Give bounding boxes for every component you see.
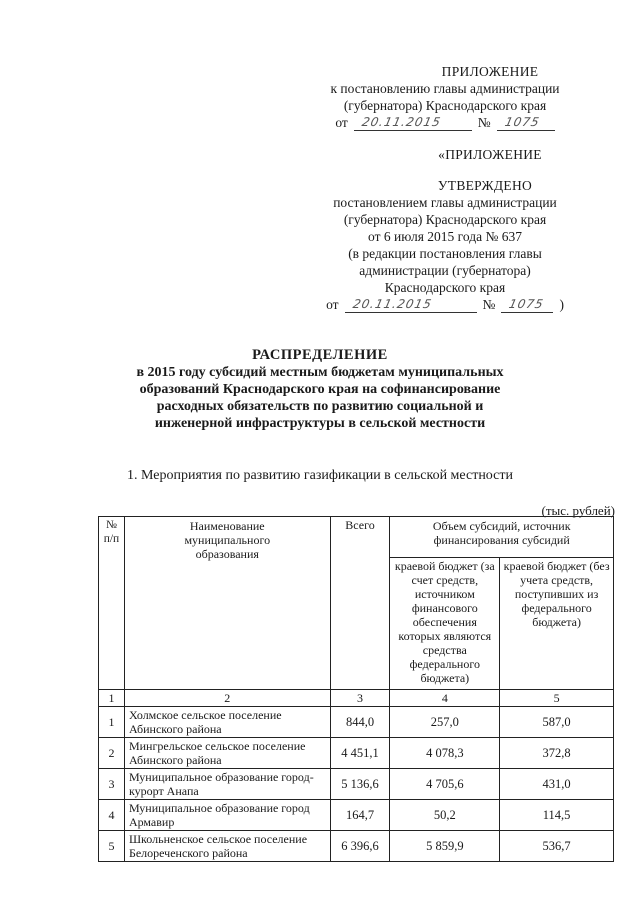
approval-line-2: (губернатора) Краснодарского края: [343, 212, 547, 227]
appendix-line-1: к постановлению главы администрации: [330, 81, 560, 96]
row-number: 4: [99, 800, 125, 831]
row-federal: 4 078,3: [390, 738, 500, 769]
approval-line-3: от 6 июля 2015 года № 637: [368, 229, 522, 244]
table-row: [99, 769, 614, 800]
title-line-4: инженерной инфраструктуры в сельской местности: [154, 416, 486, 431]
header-row: [99, 517, 614, 558]
appendix-title: ПРИЛОЖЕНИЕ: [441, 64, 539, 79]
row-name: Муниципальное образование город-курорт Анапа: [124, 769, 330, 800]
header-name: Наименование муниципального образования: [124, 517, 330, 690]
title-line-2: образований Краснодарского края на софинансирование: [139, 382, 501, 397]
column-number: 3: [330, 690, 390, 707]
quoted-number-prefix: №: [482, 297, 496, 312]
quoted-appendix-title: «ПРИЛОЖЕНИЕ: [438, 147, 542, 162]
date-prefix: от: [335, 115, 348, 130]
row-number: 5: [99, 831, 125, 862]
number-prefix: №: [477, 115, 491, 130]
quoted-handwritten-date: 20.11.2015: [351, 297, 433, 311]
row-federal: 50,2: [390, 800, 500, 831]
table-row: [99, 800, 614, 831]
units-label: (тыс. рублей): [541, 503, 615, 518]
column-number: 1: [99, 690, 125, 707]
table-row: [99, 738, 614, 769]
row-number: 3: [99, 769, 125, 800]
approval-line-5: администрации (губернатора): [359, 263, 531, 278]
row-total: 6 396,6: [330, 831, 390, 862]
quoted-date-prefix: от: [326, 297, 339, 312]
header-num: № п/п: [99, 517, 125, 690]
appendix-date-line: [300, 114, 570, 131]
approved-label: УТВЕРЖДЕНО: [437, 178, 533, 193]
table-row: [99, 707, 614, 738]
handwritten-date: 20.11.2015: [360, 115, 443, 129]
approval-line-6: Краснодарского края: [384, 280, 506, 295]
quoted-appendix: [300, 146, 570, 313]
row-federal: 5 859,9: [390, 831, 500, 862]
column-number: 2: [124, 690, 330, 707]
document-title: [0, 347, 640, 432]
row-number: 2: [99, 738, 125, 769]
subsidy-table: [98, 516, 614, 862]
quoted-number-field: [501, 297, 553, 313]
approval-line-4: (в редакции постановления главы: [348, 246, 542, 261]
header-regional: краевой бюджет (без учета средств, поступивших из федерального бюджета): [500, 558, 614, 690]
table-row: [99, 831, 614, 862]
row-regional: 587,0: [500, 707, 614, 738]
closing-paren: ): [559, 297, 564, 312]
column-number: 5: [500, 690, 614, 707]
date-field: [354, 115, 472, 131]
row-name: Школьненское сельское поселение Белореченского района: [124, 831, 330, 862]
number-field: [497, 115, 555, 131]
appendix-header: [300, 63, 570, 131]
column-number: 4: [390, 690, 500, 707]
approval-line-1: постановлением главы администрации: [333, 195, 557, 210]
row-name: Холмское сельское поселение Абинского района: [124, 707, 330, 738]
row-number: 1: [99, 707, 125, 738]
row-total: 4 451,1: [330, 738, 390, 769]
row-regional: 114,5: [500, 800, 614, 831]
quoted-date-field: [345, 297, 477, 313]
row-total: 164,7: [330, 800, 390, 831]
row-total: 844,0: [330, 707, 390, 738]
row-federal: 4 705,6: [390, 769, 500, 800]
handwritten-number: 1075: [503, 115, 541, 129]
row-total: 5 136,6: [330, 769, 390, 800]
row-name: Мингрельское сельское поселение Абинского района: [124, 738, 330, 769]
quoted-date-line: [300, 296, 570, 313]
header-federal: краевой бюджет (за счет средств, источником финансового обеспечения которых являются средства федерального бюджета): [390, 558, 500, 690]
appendix-line-2: (губернатора) Краснодарского края: [343, 98, 547, 113]
quoted-handwritten-number: 1075: [508, 297, 546, 311]
row-name: Муниципальное образование город Армавир: [124, 800, 330, 831]
title-line-3: расходных обязательств по развитию социальной и: [156, 399, 484, 414]
title-line-1: в 2015 году субсидий местным бюджетам муниципальных: [136, 365, 504, 380]
title-heading: РАСПРЕДЕЛЕНИЕ: [252, 347, 388, 363]
section-title: 1. Мероприятия по развитию газификации в сельской местности: [127, 468, 513, 483]
row-regional: 536,7: [500, 831, 614, 862]
header-subsidies: Объем субсидий, источник финансирования субсидий: [390, 517, 614, 558]
header-total: Всего: [330, 517, 390, 690]
row-regional: 372,8: [500, 738, 614, 769]
column-number-row: [99, 690, 614, 707]
row-federal: 257,0: [390, 707, 500, 738]
row-regional: 431,0: [500, 769, 614, 800]
